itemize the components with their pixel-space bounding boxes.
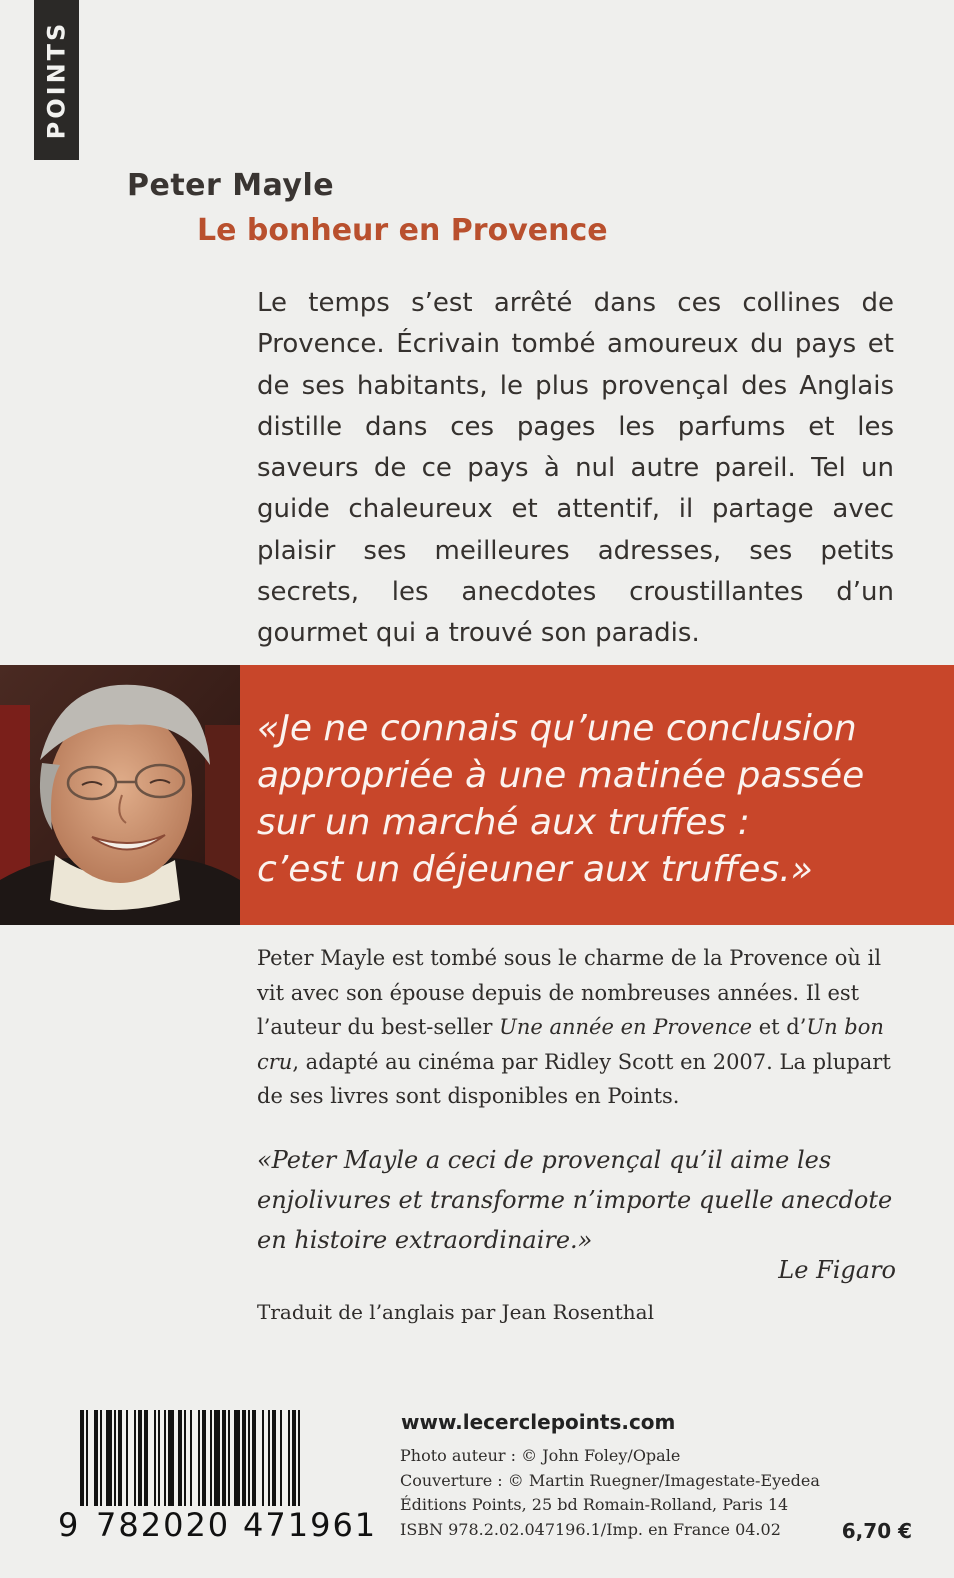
- credit-line: ISBN 978.2.02.047196.1/Imp. en France 04.02: [400, 1519, 781, 1539]
- barcode-bar: [86, 1410, 88, 1506]
- barcode-digit-group: 782020: [96, 1506, 231, 1544]
- author-photo: [0, 665, 240, 925]
- pull-quote: [257, 705, 947, 893]
- bio-text: Peter Mayle est tombé sous le charme de la Provence où il vit avec son épouse depuis de nombreuses années. Il est l’auteur du best-seller: [257, 946, 882, 1039]
- barcode-bar: [158, 1410, 160, 1506]
- price: 6,70 €: [841, 1519, 912, 1543]
- barcode-bar: [198, 1410, 200, 1506]
- credit-line: Photo auteur : © John Foley/Opale: [400, 1446, 681, 1465]
- quote-band: [0, 665, 954, 925]
- barcode-bar: [114, 1410, 116, 1506]
- barcode-bar: [252, 1410, 256, 1506]
- barcode-bar: [288, 1410, 290, 1506]
- barcode-bar: [262, 1410, 264, 1506]
- barcode-bar: [138, 1410, 142, 1506]
- book-title: Le bonheur en Provence: [197, 213, 608, 248]
- pull-quote-line: «Je ne connais qu’une conclusion: [257, 708, 857, 749]
- barcode-bar: [178, 1410, 182, 1506]
- barcode-bar: [242, 1410, 246, 1506]
- bio-text: , adapté au cinéma par Ridley Scott en 2007. La plupart de ses livres sont disponibles en Points.: [257, 1049, 891, 1108]
- barcode-bar: [126, 1410, 128, 1506]
- author-portrait-image: [0, 665, 240, 925]
- barcode-bar: [228, 1410, 230, 1506]
- barcode-bar: [222, 1410, 226, 1506]
- barcode-bar: [106, 1410, 112, 1506]
- credits-block: [400, 1444, 830, 1542]
- barcode-bar: [298, 1410, 300, 1506]
- barcode-bar: [144, 1410, 148, 1506]
- book-reference: Un bon cru: [257, 1015, 884, 1074]
- barcode-bar: [234, 1410, 240, 1506]
- barcode-bar: [118, 1410, 122, 1506]
- author-bio: [257, 941, 897, 1114]
- bio-text: et d’: [752, 1015, 807, 1039]
- barcode-bar: [154, 1410, 156, 1506]
- press-source: Le Figaro: [778, 1256, 896, 1284]
- book-reference: Une année en Provence: [499, 1015, 753, 1039]
- barcode-digit-group: 9: [58, 1506, 81, 1544]
- pull-quote-line: sur un marché aux truffes :: [257, 802, 750, 843]
- credit-line: Éditions Points, 25 bd Romain-Rolland, Paris 14: [400, 1495, 789, 1514]
- points-logo-text: POINTS: [42, 20, 71, 140]
- barcode-bar: [248, 1410, 250, 1506]
- barcode-digit-group: 471961: [243, 1506, 378, 1544]
- website-link[interactable]: www.lecerclepoints.com: [401, 1410, 676, 1434]
- barcode-bar: [280, 1410, 282, 1506]
- points-logo: [34, 0, 79, 160]
- barcode-bar: [134, 1410, 136, 1506]
- barcode-bar: [210, 1410, 212, 1506]
- pull-quote-line: appropriée à une matinée passée: [257, 755, 865, 796]
- credit-line: Couverture : © Martin Ruegner/Imagestate-Eyedea: [400, 1470, 820, 1490]
- barcode-bar: [272, 1410, 276, 1506]
- barcode-bar: [100, 1410, 102, 1506]
- barcode-bar: [168, 1410, 174, 1506]
- pull-quote-line: c’est un déjeuner aux truffes.»: [257, 849, 813, 890]
- barcode-bar: [292, 1410, 296, 1506]
- barcode-bar: [164, 1410, 166, 1506]
- press-quote: «Peter Mayle a ceci de provençal qu’il aime les enjolivures et transforme n’importe quelle anecdote en histoire extraordinaire.»: [257, 1146, 893, 1254]
- barcode: [78, 1410, 378, 1506]
- translator-credit: Traduit de l’anglais par Jean Rosenthal: [257, 1300, 654, 1324]
- blurb-text: Le temps s’est arrêté dans ces collines de Provence. Écrivain tombé amoureux du pays et de ses habitants, le plus provençal des Anglais distille dans ces pages les parfums et les saveurs de ce pays à nul autre pareil. Tel un guide chaleureux et attentif, il partage avec plaisir ses meilleures adresses, ses petits secrets, les anecdotes croustillantes d’un gourmet qui a trouvé son paradis.: [257, 288, 894, 649]
- barcode-bar: [190, 1410, 192, 1506]
- author-name: Peter Mayle: [127, 168, 335, 203]
- barcode-bar: [214, 1410, 220, 1506]
- barcode-bar: [80, 1410, 84, 1506]
- barcode-bar: [94, 1410, 98, 1506]
- quote-box: [240, 665, 954, 925]
- barcode-bar: [268, 1410, 270, 1506]
- barcode-bar: [184, 1410, 186, 1506]
- barcode-bar: [202, 1410, 206, 1506]
